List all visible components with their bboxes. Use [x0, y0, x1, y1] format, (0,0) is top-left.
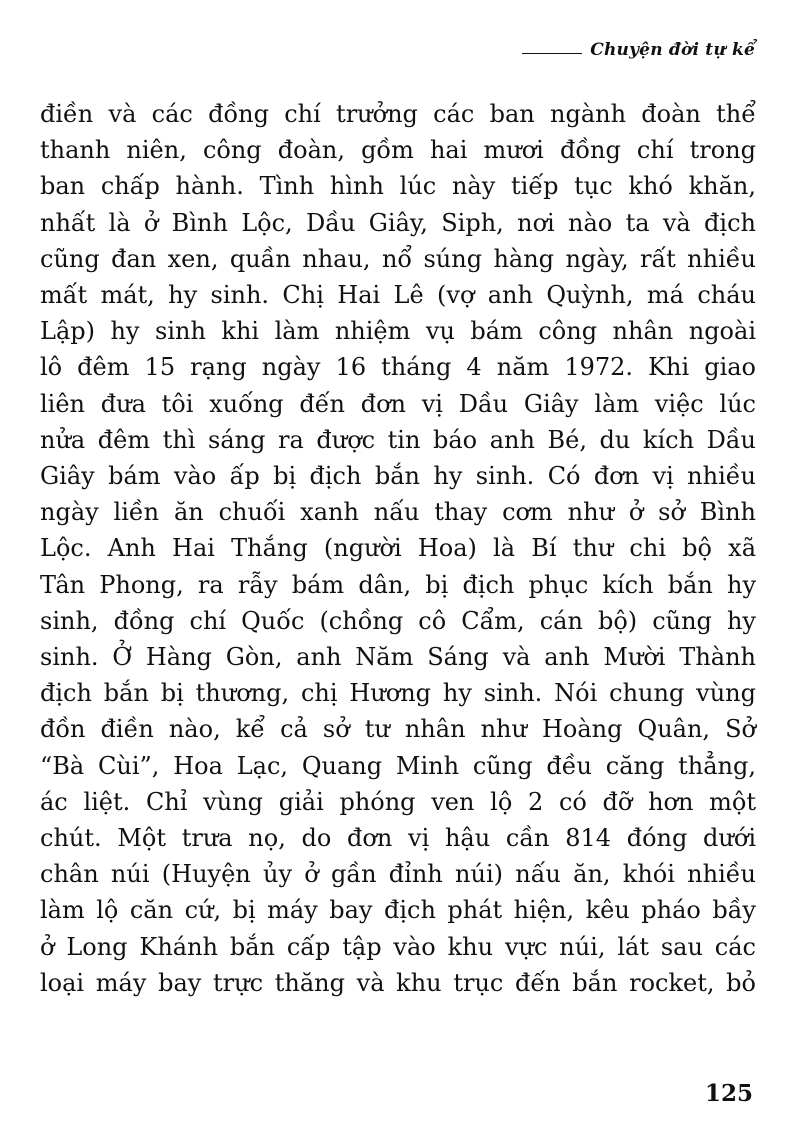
text-line: cũng đan xen, quần nhau, nổ súng hàng ngày, rất nhiều	[40, 244, 756, 273]
text-line: ban chấp hành. Tình hình lúc này tiếp tục khó khăn,	[40, 172, 756, 201]
text-line: lô đêm 15 rạng ngày 16 tháng 4 năm 1972. Khi giao	[40, 353, 756, 382]
text-line: Lập) hy sinh khi làm nhiệm vụ bám công nhân ngoài	[40, 317, 756, 346]
text-line: đồn điền nào, kể cả sở tư nhân như Hoàng Quân, Sở	[40, 715, 756, 744]
running-header	[522, 40, 755, 60]
text-line: nhất là ở Bình Lộc, Dầu Giây, Siph, nơi nào ta và địch	[40, 208, 756, 237]
text-line: Lộc. Anh Hai Thắng (người Hoa) là Bí thư chi bộ xã	[40, 534, 756, 563]
text-line: thanh niên, công đoàn, gồm hai mươi đồng chí trong	[40, 136, 756, 165]
text-line: nửa đêm thì sáng ra được tin báo anh Bé, du kích Dầu	[40, 425, 756, 454]
text-line: làm lộ căn cứ, bị máy bay địch phát hiện, kêu pháo bầy	[40, 896, 756, 925]
text-line: chút. Một trưa nọ, do đơn vị hậu cần 814 đóng dưới	[40, 824, 756, 853]
text-line: địch bắn bị thương, chị Hương hy sinh. Nói chung vùng	[40, 679, 756, 708]
text-line: mất mát, hy sinh. Chị Hai Lê (vợ anh Quỳnh, má cháu	[40, 281, 756, 310]
text-line: ở Long Khánh bắn cấp tập vào khu vực núi, lát sau các	[40, 932, 756, 961]
running-header-title: Chuyện đời tự kể	[590, 40, 755, 60]
text-line: loại máy bay trực thăng và khu trục đến bắn rocket, bỏ	[40, 968, 756, 997]
text-line: Giây bám vào ấp bị địch bắn hy sinh. Có đơn vị nhiều	[40, 462, 756, 491]
text-line: sinh. Ở Hàng Gòn, anh Năm Sáng và anh Mười Thành	[40, 643, 756, 672]
text-line: liên đưa tôi xuống đến đơn vị Dầu Giây làm việc lúc	[40, 389, 756, 418]
text-line: ác liệt. Chỉ vùng giải phóng ven lộ 2 có đỡ hơn một	[40, 787, 756, 816]
text-line: sinh, đồng chí Quốc (chồng cô Cẩm, cán bộ) cũng hy	[40, 606, 756, 635]
text-line: “Bà Cùi”, Hoa Lạc, Quang Minh cũng đều căng thẳng,	[40, 751, 756, 780]
text-line: chân núi (Huyện ủy ở gần đỉnh núi) nấu ăn, khói nhiều	[40, 860, 756, 889]
header-rule	[522, 53, 582, 54]
text-line: điền và các đồng chí trưởng các ban ngành đoàn thể	[40, 100, 756, 128]
body-text	[40, 96, 756, 1001]
text-line: Tân Phong, ra rẫy bám dân, bị địch phục kích bắn hy	[40, 570, 756, 599]
page-number: 125	[704, 1080, 753, 1107]
text-line: ngày liền ăn chuối xanh nấu thay cơm như ở sở Bình	[40, 498, 756, 527]
